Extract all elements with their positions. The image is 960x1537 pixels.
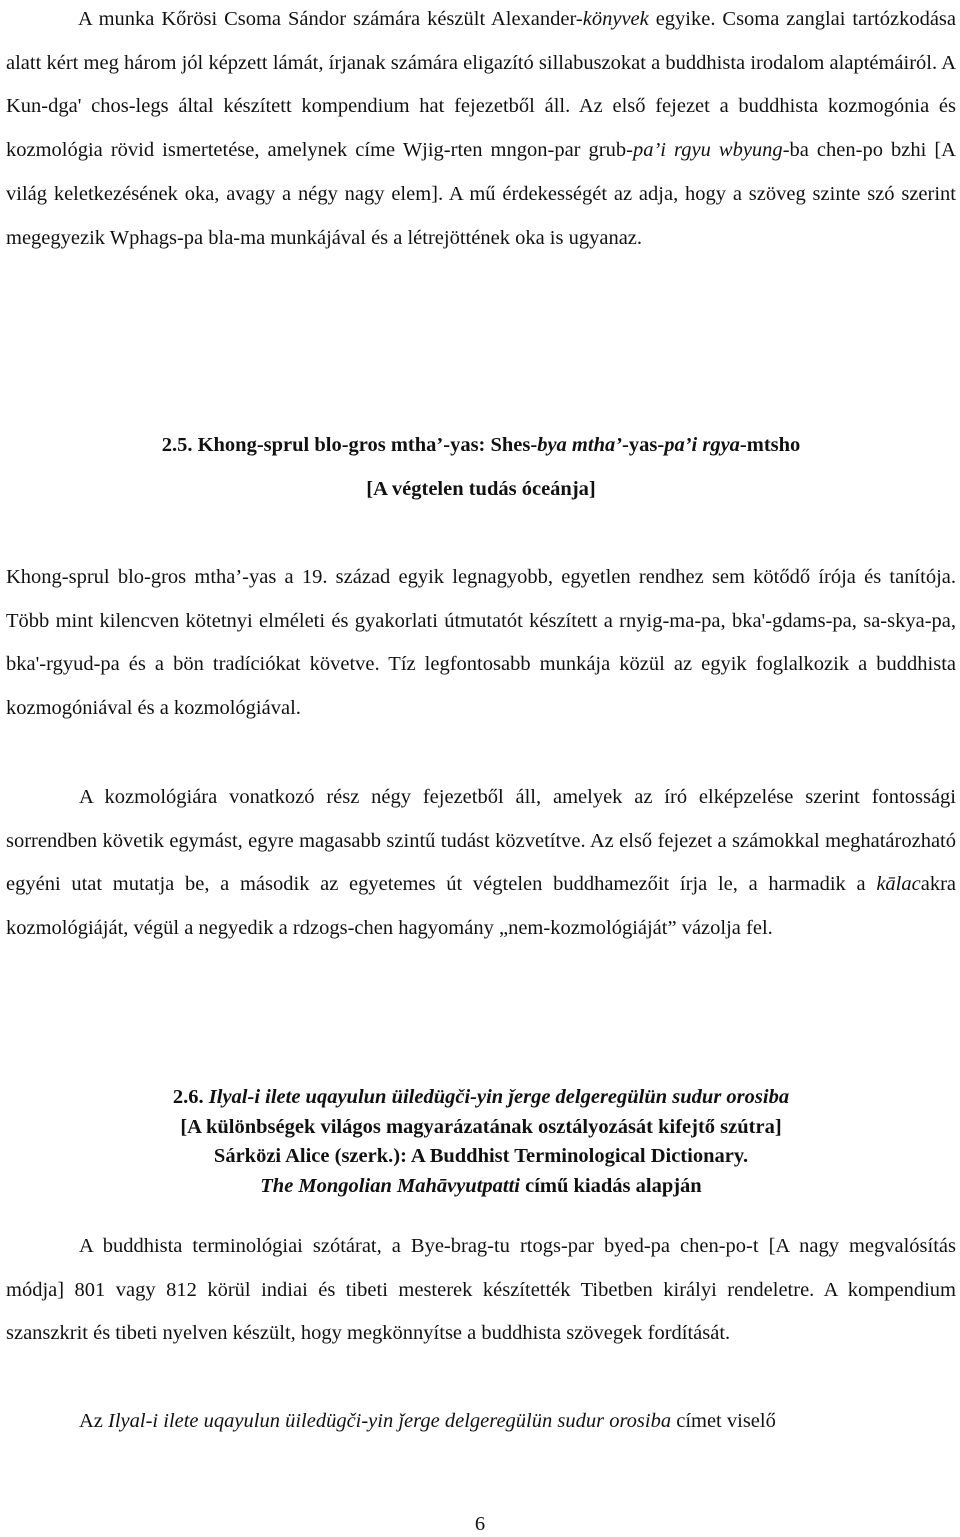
heading-italic-run: pa’i rgya — [664, 434, 740, 456]
heading-run: -yas- — [622, 434, 665, 456]
heading-run: -mtsho — [739, 434, 801, 456]
text-run: akra kozmológiáját, végül a negyedik a rdzogs-chen hagyomány „nem-kozmológiáját” vázolja fel. — [6, 873, 956, 940]
text-run: címet viselő — [671, 1410, 776, 1432]
heading-line — [6, 1083, 956, 1113]
text-run: A kozmológiára vonatkozó rész négy fejezetből áll, amelyek az író elképzelése szerint fontossági sorrendben követik egymást, egyre magasabb szintű tudást közvetítve. Az első fejezet a számokkal meghatározható egyéni utat mutatja be, a második az egyetemes út végtelen buddhamezőit írja le, a harmadik a — [6, 786, 956, 896]
text-run: egyike. Csoma zanglai tartózkodása alatt kért meg három jól képzett lámát, írjanak számára eligazító sillabuszokat a buddhista irodalom alaptémáiról. A Kun-dga' chos-legs által készített kompendium hat fejezetből áll. Az első fejezet a buddhista kozmogónia és kozmológia rövid ismertetése, amelynek címe Wjig-rten mngon-par grub- — [6, 8, 956, 162]
heading-line — [6, 1172, 956, 1202]
heading-run: 2.5. Khong-sprul blo-gros mtha’-yas: Shes- — [161, 434, 538, 456]
heading-run: című kiadás alapján — [520, 1174, 702, 1197]
text-run: -ba chen-po bzhi [A világ keletkezésének oka, avagy a négy nagy elem]. A mű érdekességét az adja, hogy a szöveg szinte szó szerint megegyezik Wphags-pa bla-ma munkájával és a létrejöttének oka is ugyanaz. — [6, 139, 956, 249]
italic-run: pa’i rgyu wbyung — [632, 139, 783, 162]
paragraph-cosmology-chapters — [6, 776, 956, 951]
heading-italic-run: bya mtha’ — [537, 434, 623, 456]
section-subtitle-2-5: [A végtelen tudás óceánja] — [366, 478, 596, 500]
paragraph-khong-sprul: Khong-sprul blo-gros mtha’-yas a 19. század egyik legnagyobb, egyetlen rendhez sem kötődő írója és tanítója. Több mint kilencven kötetnyi elméleti és gyakorlati útmutatót készített a rnyig-ma-pa, bka'-gdams-pa, sa-skya-pa, bka'-rgyud-pa és a bön tradíciókat követve. Tíz legfontosabb munkája közül az egyik foglalkozik a buddhista kozmogóniával és a kozmológiával. — [6, 566, 956, 720]
italic-run: kālac — [876, 873, 921, 896]
paragraph-kun-dga-compendium — [6, 0, 956, 260]
paragraph-terminological-dictionary — [6, 1225, 956, 1356]
section-heading-2-6 — [6, 1083, 956, 1201]
heading-italic-run: Ilyal-i ilete uqayulun üiledügči-yin ǰerge delgeregülün sudur orosiba — [208, 1086, 790, 1108]
section-heading-2-5 — [6, 434, 956, 457]
text-run: A buddhista terminológiai szótárat, a Bye-brag-tu rtogs-par byed-pa chen-po-t [A nagy megvalósítás módja] 801 vagy 812 körül indiai és tibeti mesterek készítették Tibetben királyi rendeletre. A kompendium szanszkrit és tibeti nyelven készült, hogy megkönnyítse a buddhista szövegek fordítását. — [6, 1235, 956, 1345]
text-run: Az — [79, 1410, 109, 1432]
page-number: 6 — [474, 1513, 486, 1535]
paragraph-mahavyutpatti-title — [6, 1400, 956, 1444]
heading-number: 2.6. — [172, 1086, 209, 1108]
text-run: A munka Kőrösi Csoma Sándor számára készült Alexander- — [78, 8, 583, 30]
heading-line: Sárközi Alice (szerk.): A Buddhist Terminological Dictionary. — [213, 1145, 749, 1167]
heading-italic-run: The Mongolian Mahāvyutpatti — [260, 1174, 520, 1197]
heading-line: [A különbségek világos magyarázatának osztályozását kifejtő szútra] — [180, 1115, 782, 1138]
italic-run: Ilyal-i ilete uqayulun üiledügči-yin ǰerge delgeregülün sudur orosiba — [108, 1410, 672, 1432]
italic-run: könyvek — [582, 8, 649, 30]
